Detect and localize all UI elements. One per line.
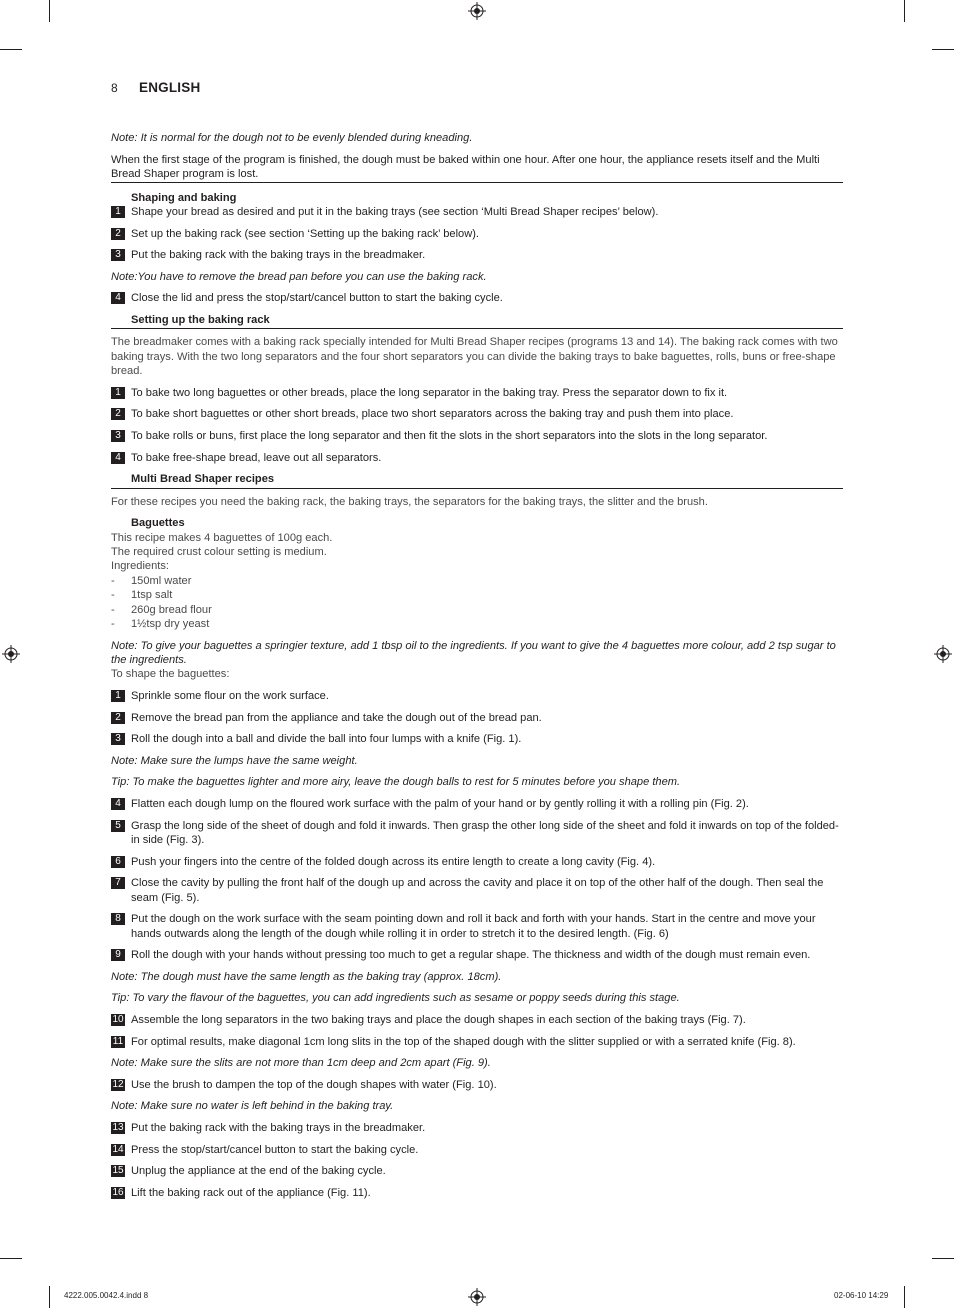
recipes-intro: For these recipes you need the baking rack, the baking trays, the separators for the baking trays, the slitter and the brush. bbox=[111, 495, 708, 508]
step-text: To bake short baguettes or other short breads, place two short separators across the baking tray and push them into place. bbox=[131, 408, 734, 421]
step-item bbox=[111, 1143, 843, 1157]
date-slug: 02-06-10 14:29 bbox=[834, 1291, 889, 1300]
crop-mark bbox=[0, 1258, 22, 1259]
step-text: Use the brush to dampen the top of the dough shapes with water (Fig. 10). bbox=[131, 1078, 497, 1091]
step-text: Grasp the long side of the sheet of dough and fold it inwards. Then grasp the other long side of the sheet and fold it inwards on top of the folded-in side (Fig. 3). bbox=[131, 819, 839, 846]
note-texture: Note: To give your baguettes a springier texture, add 1 tbsp oil to the ingredients. If you want to give the 4 baguettes more colour, add 2 tsp sugar to the ingredients. bbox=[111, 639, 836, 666]
ingredients-label: Ingredients: bbox=[111, 560, 169, 573]
ingredient-text: 260g bread flour bbox=[131, 603, 212, 616]
step-number: 6 bbox=[111, 856, 125, 868]
step-item bbox=[111, 912, 843, 941]
step-item bbox=[111, 205, 843, 219]
step-item bbox=[111, 711, 843, 725]
step-number: 10 bbox=[112, 1013, 124, 1025]
step-text: Unplug the appliance at the end of the baking cycle. bbox=[131, 1165, 386, 1178]
crop-mark bbox=[932, 1258, 954, 1259]
step-text: Close the cavity by pulling the front half of the dough up and across the cavity and place it on top of the other half of the dough. Then seal the seam (Fig. 5). bbox=[131, 877, 824, 904]
step-number: 7 bbox=[111, 877, 125, 889]
section-heading-rack: Setting up the baking rack bbox=[111, 313, 843, 329]
step-number: 14 bbox=[112, 1143, 124, 1155]
step-number: 3 bbox=[111, 249, 125, 261]
step-number: 1 bbox=[111, 690, 125, 702]
section-heading-shaping: Shaping and baking bbox=[131, 191, 237, 204]
step-item bbox=[111, 429, 843, 443]
step-text: Roll the dough into a ball and divide the ball into four lumps with a knife (Fig. 1). bbox=[131, 733, 522, 746]
step-text: Close the lid and press the stop/start/cancel button to start the baking cycle. bbox=[131, 292, 503, 305]
step-number: 1 bbox=[111, 206, 125, 218]
step-text: Lift the baking rack out of the appliance (Fig. 11). bbox=[131, 1186, 371, 1199]
crop-mark bbox=[0, 49, 22, 50]
warning-text: When the first stage of the program is finished, the dough must be baked within one hour. After one hour, the appliance resets itself and the Multi Bread Shaper program is lost. bbox=[111, 153, 843, 184]
crop-mark bbox=[932, 49, 954, 50]
step-number: 2 bbox=[111, 408, 125, 420]
step-text: To bake two long baguettes or other breads, place the long separator in the baking tray. Press the separator down to fix it. bbox=[131, 386, 728, 399]
step-text: Put the baking rack with the baking trays in the breadmaker. bbox=[131, 1121, 426, 1134]
step-number: 5 bbox=[111, 820, 125, 832]
step-item bbox=[111, 876, 843, 905]
step-number: 12 bbox=[112, 1078, 124, 1090]
crop-mark bbox=[904, 0, 905, 22]
ingredient-item: - 1tsp salt bbox=[111, 589, 173, 602]
step-item bbox=[111, 855, 843, 869]
note-slits: Note: Make sure the slits are not more than 1cm deep and 2cm apart (Fig. 9). bbox=[111, 1057, 491, 1070]
step-item bbox=[111, 732, 843, 746]
ingredient-item: - 150ml water bbox=[111, 574, 192, 587]
step-item bbox=[111, 248, 843, 262]
tip-flavour: Tip: To vary the flavour of the baguettes, you can add ingredients such as sesame or poppy seeds during this stage. bbox=[111, 992, 680, 1005]
step-number: 3 bbox=[111, 430, 125, 442]
step-item bbox=[111, 451, 843, 465]
step-item bbox=[111, 797, 843, 811]
registration-mark-icon bbox=[2, 645, 20, 663]
step-text: For optimal results, make diagonal 1cm long slits in the top of the shaped dough with the slitter supplied or with a serrated knife (Fig. 8). bbox=[131, 1035, 796, 1048]
section-heading-recipes: Multi Bread Shaper recipes bbox=[111, 472, 843, 488]
step-text: Set up the baking rack (see section ‘Setting up the baking rack’ below). bbox=[131, 227, 480, 240]
step-text: Put the dough on the work surface with the seam pointing down and roll it back and forth with your hands. Start in the centre and move your hands outwards along the length of the dough while rolling it in order to stretch it to the desired length. (Fig. 6) bbox=[131, 913, 816, 940]
crop-mark bbox=[49, 1286, 50, 1308]
registration-mark-icon bbox=[934, 645, 952, 663]
step-number: 16 bbox=[112, 1186, 124, 1198]
ingredient-text: 1½tsp dry yeast bbox=[131, 618, 210, 630]
step-item bbox=[111, 1186, 843, 1200]
step-item bbox=[111, 386, 843, 400]
step-number: 4 bbox=[111, 292, 125, 304]
step-number: 11 bbox=[112, 1035, 124, 1047]
step-text: Assemble the long separators in the two baking trays and place the dough shapes in each section of the baking trays (Fig. 7). bbox=[131, 1013, 746, 1026]
registration-mark-icon bbox=[468, 1288, 486, 1306]
to-shape-label: To shape the baguettes: bbox=[111, 668, 230, 681]
note-length: Note: The dough must have the same length as the baking tray (approx. 18cm). bbox=[111, 970, 502, 983]
step-item bbox=[111, 1078, 843, 1092]
step-item bbox=[111, 1164, 843, 1178]
crop-mark bbox=[904, 1286, 905, 1308]
step-text: Roll the dough with your hands without pressing too much to get a regular shape. The thickness and width of the dough must remain even. bbox=[131, 949, 811, 962]
step-item bbox=[111, 689, 843, 703]
step-number: 13 bbox=[112, 1121, 124, 1133]
step-item bbox=[111, 819, 843, 848]
step-item bbox=[111, 407, 843, 421]
page-number: 8 bbox=[111, 81, 118, 95]
ingredient-item: - 260g bread flour bbox=[111, 603, 212, 616]
file-slug: 4222.005.0042.4.indd 8 bbox=[64, 1291, 149, 1300]
step-text: To bake rolls or buns, first place the long separator and then fit the slots in the short separators into the slots in the long separator. bbox=[131, 429, 768, 442]
step-text: To bake free-shape bread, leave out all separators. bbox=[131, 451, 382, 464]
step-text: Press the stop/start/cancel button to start the baking cycle. bbox=[131, 1143, 419, 1156]
step-number: 4 bbox=[111, 452, 125, 464]
ingredient-text: 150ml water bbox=[131, 574, 192, 587]
step-number: 3 bbox=[111, 733, 125, 745]
recipe-crust: The required crust colour setting is medium. bbox=[111, 545, 327, 558]
step-number: 1 bbox=[111, 387, 125, 399]
step-number: 8 bbox=[111, 913, 125, 925]
step-text: Remove the bread pan from the appliance and take the dough out of the bread pan. bbox=[131, 711, 542, 724]
step-item bbox=[111, 948, 843, 962]
ingredient-item: - 1½tsp dry yeast bbox=[111, 618, 210, 630]
step-item bbox=[111, 1035, 843, 1049]
note-remove-pan: Note:You have to remove the bread pan before you can use the baking rack. bbox=[111, 270, 487, 283]
step-item bbox=[111, 1013, 843, 1027]
note-kneading: Note: It is normal for the dough not to be evenly blended during kneading. bbox=[111, 132, 473, 144]
ingredient-text: 1tsp salt bbox=[131, 589, 173, 602]
recipe-yield: This recipe makes 4 baguettes of 100g each. bbox=[111, 531, 333, 544]
step-number: 15 bbox=[112, 1165, 124, 1177]
step-number: 2 bbox=[111, 712, 125, 724]
step-text: Put the baking rack with the baking trays in the breadmaker. bbox=[131, 249, 426, 262]
step-text: Sprinkle some flour on the work surface. bbox=[131, 690, 329, 702]
rack-intro: The breadmaker comes with a baking rack specially intended for Multi Bread Shaper recipes (programs 13 and 14). The baking rack comes with two baking trays. With the two long separators and the four short separators you can divide the baking trays to bake baguettes, rolls, buns or free-shape bread. bbox=[111, 336, 838, 378]
tip-rest: Tip: To make the baguettes lighter and more airy, leave the dough balls to rest for 5 minutes before you shape them. bbox=[111, 776, 681, 789]
step-text: Push your fingers into the centre of the folded dough across its entire length to create a long cavity (Fig. 4). bbox=[131, 855, 656, 868]
step-item bbox=[111, 291, 843, 305]
step-text: Shape your bread as desired and put it in the baking trays (see section ‘Multi Bread Shaper recipes’ below). bbox=[131, 206, 659, 218]
step-item bbox=[111, 1121, 843, 1135]
step-number: 9 bbox=[111, 949, 125, 961]
note-water: Note: Make sure no water is left behind in the baking tray. bbox=[111, 1100, 394, 1113]
step-number: 4 bbox=[111, 798, 125, 810]
note-lumps: Note: Make sure the lumps have the same weight. bbox=[111, 754, 358, 767]
registration-mark-icon bbox=[468, 2, 486, 20]
crop-mark bbox=[49, 0, 50, 22]
step-number: 2 bbox=[111, 228, 125, 240]
page-content bbox=[111, 131, 843, 1207]
language-heading: ENGLISH bbox=[139, 80, 201, 95]
step-text: Flatten each dough lump on the floured work surface with the palm of your hand or by gently rolling it with a rolling pin (Fig. 2). bbox=[131, 797, 749, 810]
recipe-title: Baguettes bbox=[131, 517, 185, 530]
step-item bbox=[111, 227, 843, 241]
